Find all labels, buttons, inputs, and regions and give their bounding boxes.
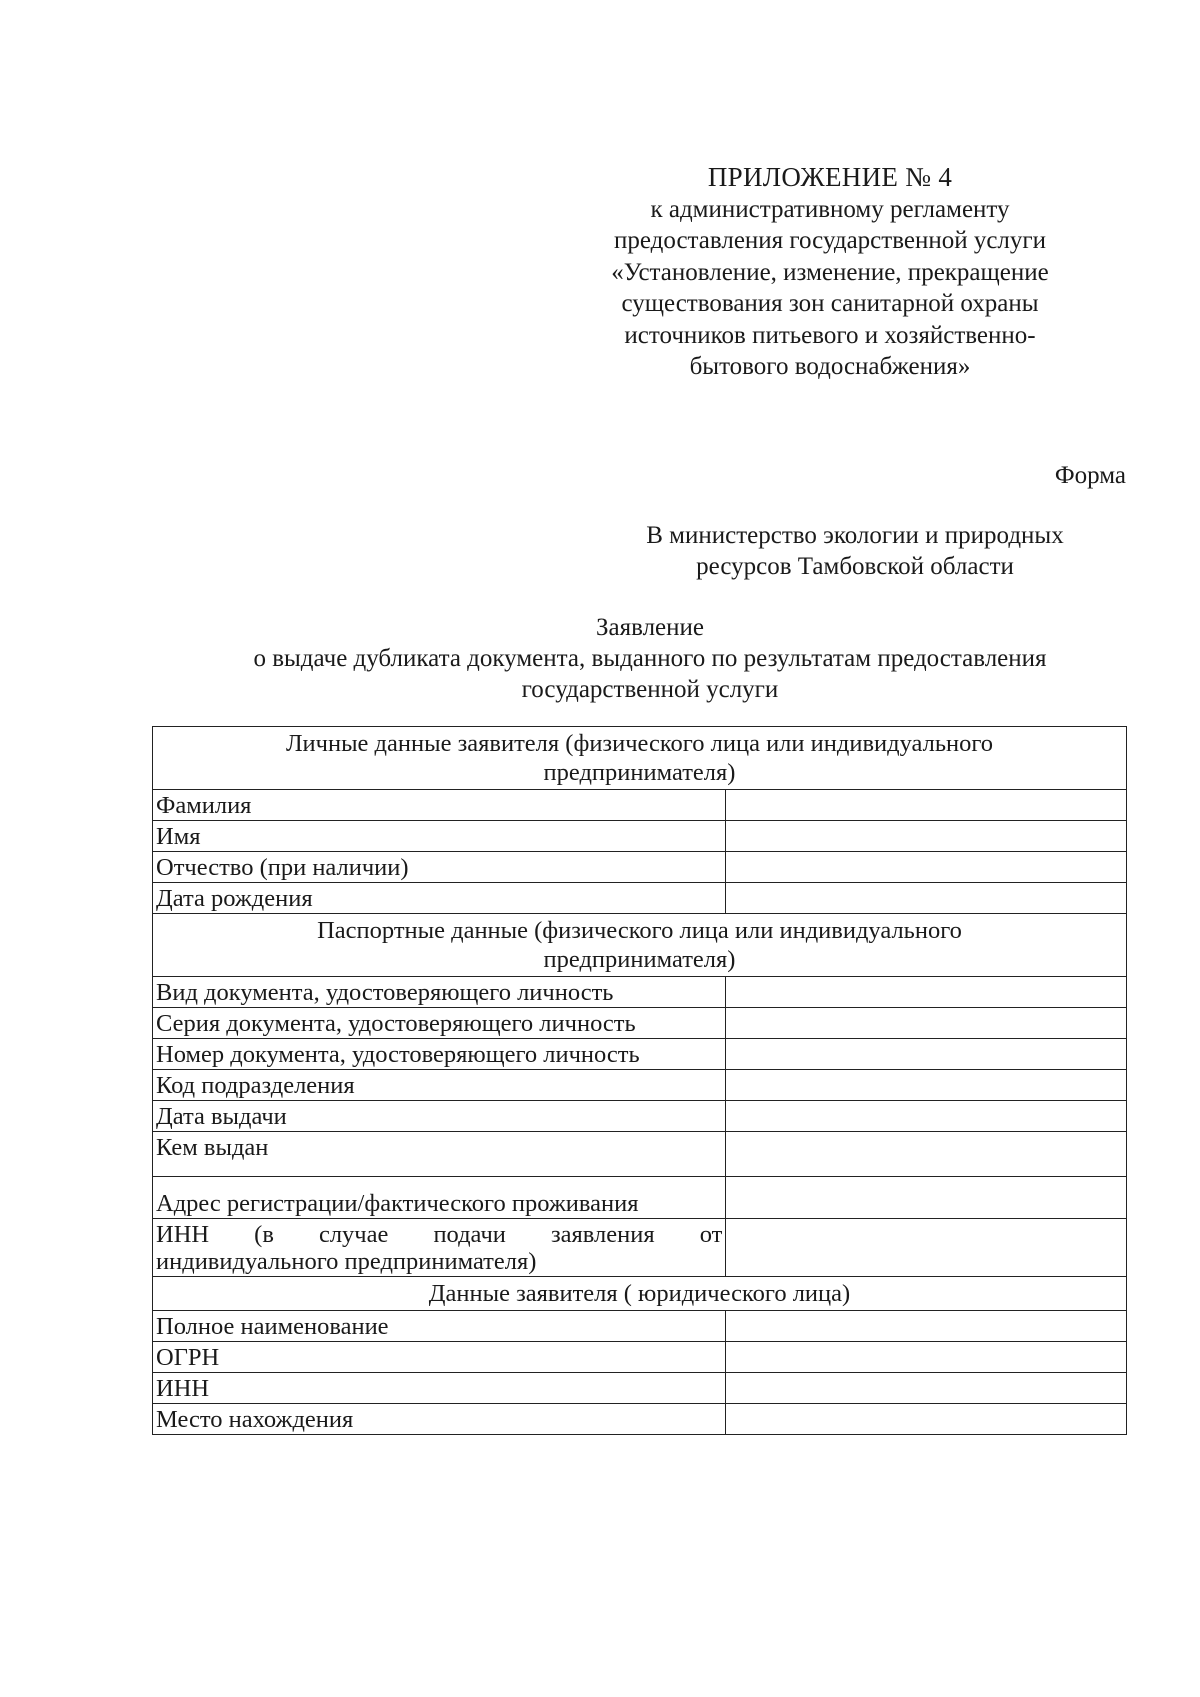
- field-value-inn-legal[interactable]: [726, 1373, 1127, 1404]
- inn-label-word: случае: [318, 1221, 389, 1248]
- field-value-full-name[interactable]: [726, 1311, 1127, 1342]
- addressee-line: В министерство экологии и природных: [646, 522, 1064, 549]
- field-value-ogrn[interactable]: [726, 1342, 1127, 1373]
- field-value-address[interactable]: [726, 1177, 1127, 1219]
- field-label-inn-legal: ИНН: [153, 1373, 726, 1404]
- table-row: [153, 1039, 1127, 1070]
- field-label-ogrn: ОГРН: [153, 1342, 726, 1373]
- appendix-line: к административному регламенту: [650, 195, 1010, 223]
- inn-label-line: индивидуального предпринимателя): [156, 1248, 537, 1275]
- table-row: [153, 1008, 1127, 1039]
- inn-label-word: подачи: [433, 1221, 506, 1248]
- table-row: [153, 1311, 1127, 1342]
- table-row: [153, 1342, 1127, 1373]
- table-row: [153, 852, 1127, 883]
- field-label-issued-by: Кем выдан: [153, 1132, 726, 1177]
- field-label-surname: Фамилия: [153, 790, 726, 821]
- table-row: [153, 1219, 1127, 1277]
- appendix-header: [555, 162, 1105, 383]
- section-title-line: Паспортные данные (физического лица или индивидуального: [317, 917, 962, 944]
- field-value-document-type[interactable]: [726, 977, 1127, 1008]
- section-title-line: предпринимателя): [543, 946, 736, 973]
- appendix-line: существования зон санитарной охраны: [621, 290, 1039, 317]
- field-label-address: Адрес регистрации/фактического проживания: [153, 1177, 726, 1219]
- appendix-line: «Установление, изменение, прекращение: [611, 258, 1049, 286]
- section-header-row: [153, 1277, 1127, 1311]
- table-row: [153, 1101, 1127, 1132]
- field-value-location[interactable]: [726, 1404, 1127, 1435]
- field-label-inn-individual: [153, 1219, 726, 1277]
- statement-title: Заявление: [595, 614, 705, 641]
- inn-label-word: заявления: [550, 1221, 655, 1248]
- field-value-surname[interactable]: [726, 790, 1127, 821]
- table-row: [153, 1373, 1127, 1404]
- table-row: [153, 883, 1127, 914]
- field-value-division-code[interactable]: [726, 1070, 1127, 1101]
- section-personal-data-title: [153, 727, 1127, 790]
- inn-label-word: от: [699, 1221, 723, 1248]
- table-row: [153, 790, 1127, 821]
- section-title-line: предпринимателя): [543, 759, 736, 786]
- appendix-line: бытового водоснабжения»: [689, 353, 971, 380]
- field-value-birth-date[interactable]: [726, 883, 1127, 914]
- addressee-line: ресурсов Тамбовской области: [696, 553, 1014, 580]
- field-label-name: Имя: [153, 821, 726, 852]
- field-label-location: Место нахождения: [153, 1404, 726, 1435]
- statement-subtitle: государственной услуги: [521, 676, 779, 703]
- field-label-document-type: Вид документа, удостоверяющего личность: [153, 977, 726, 1008]
- statement-heading: [150, 612, 1150, 705]
- section-title-line: Личные данные заявителя (физического лица или индивидуального: [285, 730, 994, 757]
- field-label-patronymic: Отчество (при наличии): [153, 852, 726, 883]
- field-label-document-number: Номер документа, удостоверяющего личность: [153, 1039, 726, 1070]
- field-value-name[interactable]: [726, 821, 1127, 852]
- section-header-row: [153, 727, 1127, 790]
- field-label-issue-date: Дата выдачи: [153, 1101, 726, 1132]
- field-value-document-series[interactable]: [726, 1008, 1127, 1039]
- section-passport-data-title: [153, 914, 1127, 977]
- inn-label-word: ИНН: [156, 1221, 210, 1248]
- statement-subtitle: о выдаче дубликата документа, выданного по результатам предоставления: [253, 645, 1047, 672]
- section-legal-entity-title: Данные заявителя ( юридического лица): [153, 1277, 1127, 1311]
- field-value-patronymic[interactable]: [726, 852, 1127, 883]
- form-label: Форма: [1054, 462, 1126, 489]
- field-value-issue-date[interactable]: [726, 1101, 1127, 1132]
- table-row: [153, 1404, 1127, 1435]
- field-label-division-code: Код подразделения: [153, 1070, 726, 1101]
- appendix-line: источников питьевого и хозяйственно-: [624, 321, 1036, 349]
- inn-label-line: [156, 1221, 722, 1248]
- table-row: [153, 1177, 1127, 1219]
- field-value-issued-by[interactable]: [726, 1132, 1127, 1177]
- field-value-document-number[interactable]: [726, 1039, 1127, 1070]
- appendix-heading: ПРИЛОЖЕНИЕ № 4: [707, 162, 953, 192]
- field-value-inn-individual[interactable]: [726, 1219, 1127, 1277]
- addressee: [560, 520, 1150, 582]
- field-label-full-name: Полное наименование: [153, 1311, 726, 1342]
- section-header-row: [153, 914, 1127, 977]
- application-table: [152, 726, 1127, 1435]
- table-row: [153, 821, 1127, 852]
- field-label-document-series: Серия документа, удостоверяющего личность: [153, 1008, 726, 1039]
- table-row: [153, 1132, 1127, 1177]
- field-label-birth-date: Дата рождения: [153, 883, 726, 914]
- inn-label-word: (в: [254, 1221, 274, 1248]
- table-row: [153, 1070, 1127, 1101]
- table-row: [153, 977, 1127, 1008]
- appendix-line: предоставления государственной услуги: [613, 227, 1047, 254]
